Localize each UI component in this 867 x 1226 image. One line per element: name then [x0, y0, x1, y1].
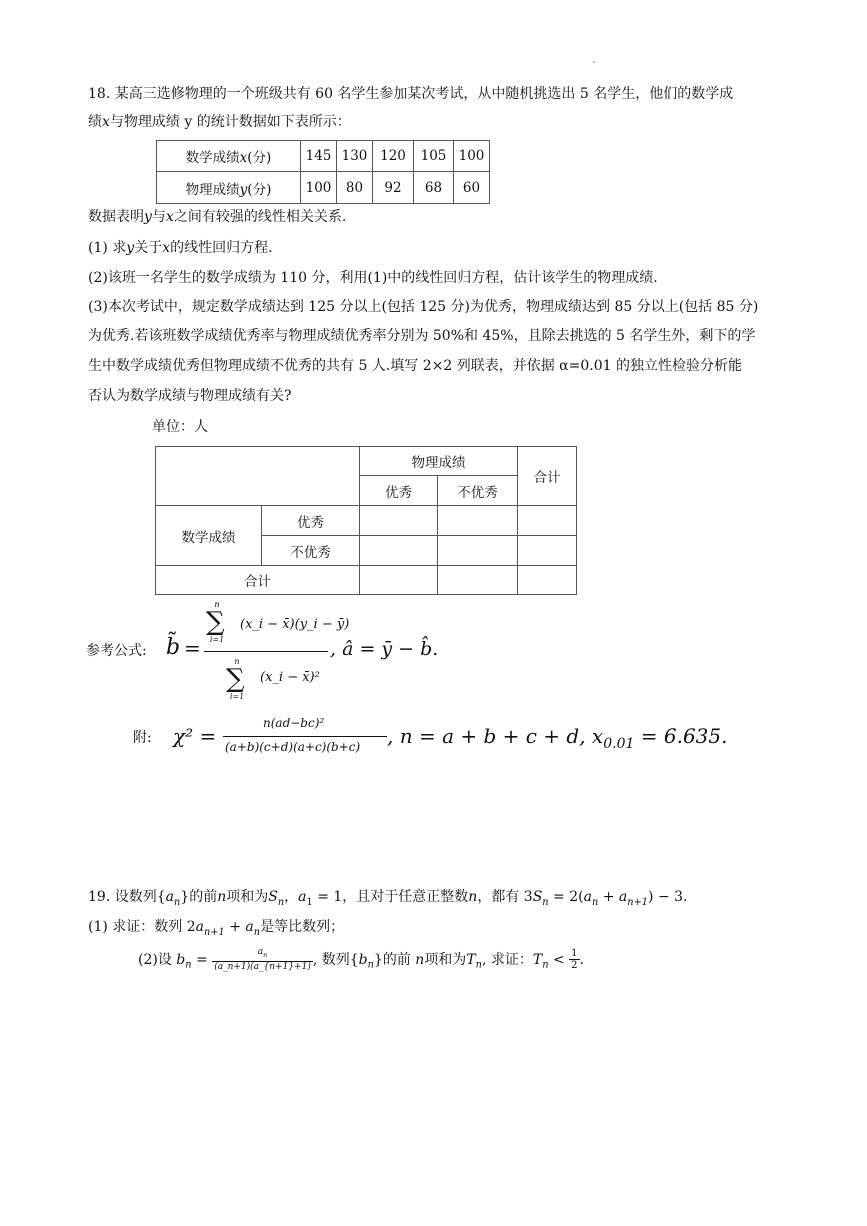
empty-cell — [518, 566, 577, 595]
math-header: 数学成绩 — [156, 506, 262, 566]
total-header: 合计 — [518, 447, 577, 506]
table-corner-cell — [156, 447, 360, 506]
empty-cell — [518, 536, 577, 566]
table-cell: 60 — [454, 172, 490, 204]
table-cell: 100 — [454, 141, 490, 172]
table-cell: 130 — [337, 141, 373, 172]
empty-cell — [360, 506, 438, 536]
equals-sign: = — [184, 636, 201, 660]
col-not-excellent: 不优秀 — [438, 476, 518, 506]
unit-label: 单位：人 — [152, 419, 208, 435]
q18-part3-line1: (3)本次考试中，规定数学成绩达到 125 分以上(包括 125 分)为优秀，物理成绩达到 85 分以上(包括 85 分) — [88, 299, 759, 315]
stats-table — [156, 140, 490, 204]
row-label-math: 数学成绩x(分) — [157, 141, 301, 172]
physics-header: 物理成绩 — [360, 447, 518, 476]
chi-numerator: n(ad−bc)² — [263, 716, 325, 730]
row-excellent: 优秀 — [262, 506, 360, 536]
bn-fraction: $\frac{a_n}{(a\_n+1)(a\_\{n+1\}+1)}$ — [214, 947, 311, 972]
row-total: 合计 — [156, 566, 360, 595]
q19-line1: 19. 设数列$\{a_n\}$的前n项和为$S_n$，$a_1 = 1$，且对于任意正整数n，都有 $3S_n = 2(a_n + a_{n+1}) - 3$. — [88, 889, 688, 908]
empty-cell — [360, 536, 438, 566]
intercept-formula: , â = ȳ − b̂. — [330, 638, 439, 660]
q18-part1: (1) 求y关于x的线性回归方程. — [88, 240, 273, 256]
q18-part3-line4: 否认为数学成绩与物理成绩有关? — [88, 388, 292, 404]
table-cell: 92 — [373, 172, 414, 204]
table-cell: 80 — [337, 172, 373, 204]
scan-dot — [593, 61, 595, 63]
empty-cell — [438, 536, 518, 566]
half-fraction: $\frac{1}{2}$ — [571, 948, 578, 972]
chi-label: χ² = — [173, 724, 217, 748]
q19-part1: (1) 求证：数列 $2a_{n+1} + a_n$是等比数列； — [88, 919, 345, 938]
table-cell: 100 — [301, 172, 337, 204]
sigma-symbol: ∑ — [206, 607, 225, 637]
q18-line2: 绩x与物理成绩 y 的统计数据如下表所示： — [88, 114, 351, 130]
q19-part2: (2)设 $b_n$ = $\frac{a_n}{(a\_n+1)(a\_\{n+1\}+1)}$ , 数列$\{b_n\}$的前 n项和为$T_n$, 求证：$T_n$ < $\frac{1}{2}$ . — [138, 947, 584, 972]
chi-fraction-bar — [223, 736, 387, 737]
empty-cell — [518, 506, 577, 536]
row-not-excellent: 不优秀 — [262, 536, 360, 566]
q18-line1: 18. 某高三选修物理的一个班级共有 60 名学生参加某次考试，从中随机挑选出 5 名学生，他们的数学成 — [88, 86, 734, 102]
q18-data-line: 数据表明y与x之间有较强的线性相关关系. — [88, 209, 347, 225]
col-excellent: 优秀 — [360, 476, 438, 506]
sigma-symbol: ∑ — [226, 664, 245, 694]
appendix-label: 附: — [133, 730, 152, 746]
numerator-term: (x_i − x̄)(y_i − ȳ) — [240, 617, 350, 632]
empty-cell — [438, 506, 518, 536]
q18-part3-line3: 生中数学成绩优秀但物理成绩不优秀的共有 5 人.填写 2×2 列联表，并依据 α=0.01 的独立性检验分析能 — [88, 358, 742, 374]
b-tilde: b̃ — [166, 635, 181, 660]
empty-cell — [360, 566, 438, 595]
fraction-bar — [204, 651, 328, 652]
table-cell: 105 — [414, 141, 454, 172]
q18-part3-line2: 为优秀.若该班数学成绩优秀率与物理成绩优秀率分别为 50%和 45%，且除去挑选的 5 名学生外，剩下的学 — [88, 328, 756, 344]
row-label-physics: 物理成绩y(分) — [157, 172, 301, 204]
denominator-term: (x_i − x̄)² — [260, 670, 320, 685]
empty-cell — [438, 566, 518, 595]
numerator-sum: n ∑ i=1 — [206, 600, 225, 644]
denominator-sum: n ∑ i=1 — [226, 657, 245, 701]
table-cell: 120 — [373, 141, 414, 172]
table-cell: 68 — [414, 172, 454, 204]
chi-after: , n = a + b + c + d, $x_{0.01} = 6.635$. — [387, 724, 728, 752]
q18-part2: (2)该班一名学生的数学成绩为 110 分，利用(1)中的线性回归方程，估计该学生的物理成绩. — [88, 270, 658, 286]
contingency-table — [155, 446, 577, 595]
chi-denominator: (a+b)(c+d)(a+c)(b+c) — [225, 740, 361, 754]
ref-label: 参考公式: — [86, 643, 147, 659]
table-cell: 145 — [301, 141, 337, 172]
